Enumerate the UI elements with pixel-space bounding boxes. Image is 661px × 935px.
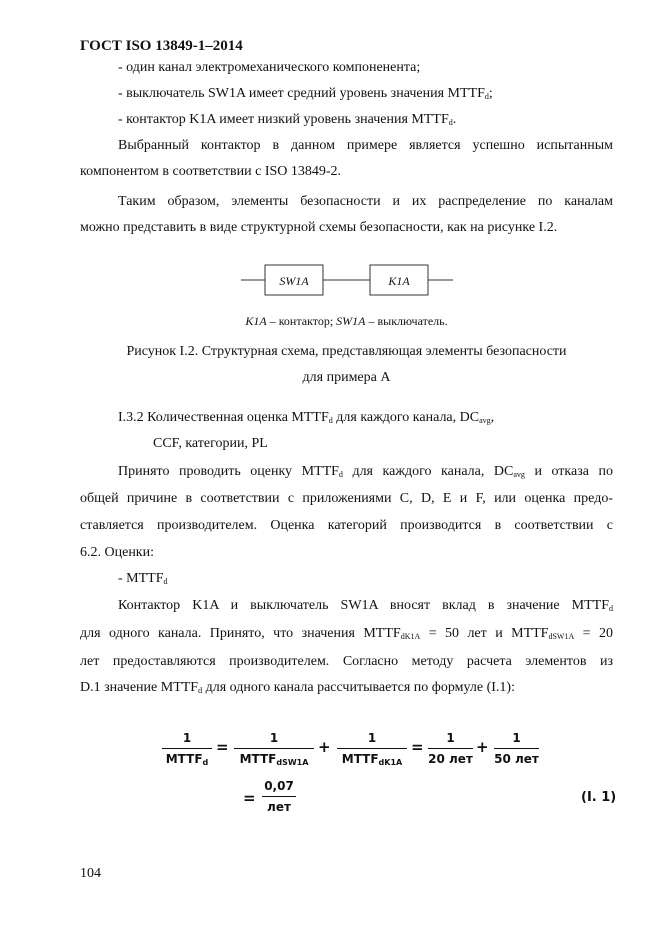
paragraph-line: Таким образом, элементы безопасности и их распределение по каналам bbox=[118, 194, 613, 209]
fraction-k1a: 1 $MTTF_{dK1A}$ bbox=[337, 731, 407, 766]
figure-caption: Рисунок I.2. Структурная схема, представляющая элементы безопасности bbox=[126, 344, 567, 359]
plus-sign: + bbox=[318, 738, 331, 756]
diagram-legend: K1A – контактор; SW1A – выключатель. bbox=[245, 314, 448, 328]
paragraph-line: 6.2. Оценки: bbox=[80, 545, 154, 560]
section-heading-line2: CCF, категории, PL bbox=[153, 436, 268, 451]
page-number: 104 bbox=[80, 866, 101, 881]
paragraph-line: Контактор K1A и выключатель SW1A вносят вклад в значение $MTTF_d$ bbox=[118, 598, 613, 613]
paragraph-line: ставляется производителем. Оценка категорий производится в соответствии с bbox=[80, 518, 613, 533]
paragraph-line: лет предоставляются производителем. Согласно методу расчета элементов из bbox=[80, 654, 613, 669]
equals-sign: = bbox=[216, 738, 229, 756]
section-heading: I.3.2 Количественная оценка $MTTF_d$ для каждого канала, $DC_{avg}$, bbox=[118, 410, 495, 425]
equals-sign: = bbox=[243, 789, 256, 807]
fraction-result: 0,07 лет bbox=[262, 779, 296, 814]
block-k1a-label: K1A bbox=[388, 274, 410, 288]
fraction-lhs: 1 $MTTF_d$ bbox=[162, 731, 212, 766]
paragraph-line: D.1 значение $MTTF_d$ для одного канала рассчитывается по формуле (I.1): bbox=[80, 680, 515, 695]
paragraph-line: можно представить в виде структурной схемы безопасности, как на рисунке I.2. bbox=[80, 220, 558, 235]
list-item-switch: - выключатель SW1A имеет средний уровень значения $MTTF_d$; bbox=[118, 86, 493, 101]
bullet-mttf: - $MTTF_d$ bbox=[118, 571, 168, 586]
list-item-channel: - один канал электромеханического компоненента; bbox=[118, 60, 421, 75]
equals-sign: = bbox=[411, 738, 424, 756]
fraction-20: 1 20 лет bbox=[428, 731, 473, 766]
figure-caption-line2: для примера A bbox=[302, 370, 391, 385]
paragraph-line: Выбранный контактор в данном примере является успешно испытанным bbox=[118, 138, 613, 153]
fraction-sw1a: 1 $MTTF_{dSW1A}$ bbox=[234, 731, 314, 766]
document-header: ГОСТ ISO 13849-1–2014 bbox=[80, 38, 243, 54]
paragraph-line: компонентом в соответствии с ISO 13849-2. bbox=[80, 164, 342, 179]
block-diagram bbox=[241, 262, 453, 302]
plus-sign: + bbox=[476, 738, 489, 756]
equation-number: (I. 1) bbox=[581, 790, 617, 805]
paragraph-line: Принято проводить оценку $MTTF_d$ для каждого канала, $DC_{avg}$ и отказа по bbox=[118, 464, 613, 479]
paragraph-line: для одного канала. Принято, что значения $MTTF_{dK1A} = 50$ лет и $MTTF_{dSW1A} = 20$ bbox=[80, 626, 614, 641]
paragraph-line: общей причине в соответствии с приложениями C, D, E и F, или оценка предо- bbox=[80, 491, 613, 506]
list-item-contactor: - контактор K1A имеет низкий уровень значения $MTTF_d$. bbox=[118, 112, 457, 127]
block-sw1a-label: SW1A bbox=[279, 274, 309, 288]
fraction-50: 1 50 лет bbox=[494, 731, 539, 766]
